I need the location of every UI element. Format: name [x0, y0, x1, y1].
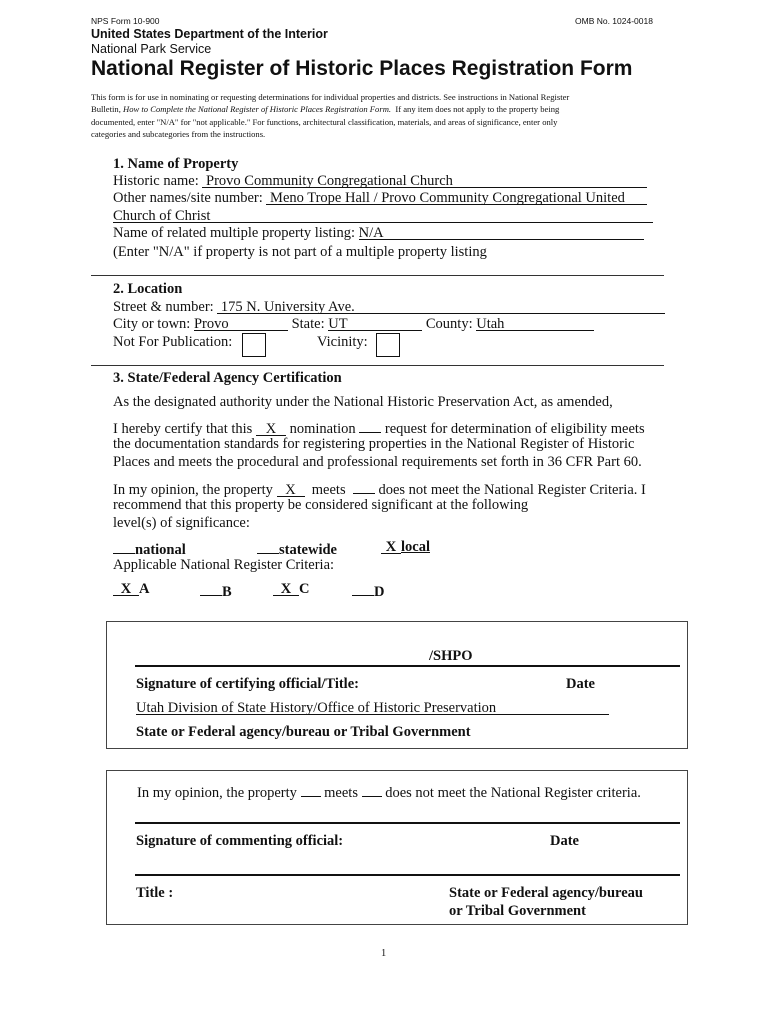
- section3-authority: As the designated authority under the National Historic Preservation Act, as amended,: [113, 394, 613, 410]
- street-row: Street & number: 175 N. University Ave.: [113, 299, 665, 316]
- agency-row: [136, 700, 609, 717]
- section2-heading: 2. Location: [113, 281, 183, 297]
- section1-note: (Enter "N/A" if property is not part of a multiple property listing: [113, 244, 487, 260]
- request-mark[interactable]: [359, 418, 381, 433]
- meets-mark[interactable]: X: [277, 482, 305, 497]
- commenting-signature-line[interactable]: [135, 822, 680, 824]
- other-names-row: Other names/site number: Meno Trope Hall / Provo Community Congregational United: [113, 190, 647, 207]
- opinion-line-3: level(s) of significance:: [113, 515, 250, 531]
- not-for-publication-label: Not For Publication:: [113, 334, 233, 350]
- signature-line[interactable]: [135, 665, 680, 667]
- opinion-line-2: recommend that this property be considered significant at the following: [113, 497, 529, 513]
- other-names-field[interactable]: Meno Trope Hall / Provo Community Congregational United: [266, 190, 647, 205]
- county-field[interactable]: Utah: [476, 316, 594, 331]
- divider: [91, 365, 664, 366]
- city-row: City or town: Provo State: UT County: Utah: [113, 316, 594, 333]
- commenting-does-not-meet-mark[interactable]: [362, 782, 382, 797]
- agency-label: State or Federal agency/bureau or Tribal Government: [136, 724, 471, 740]
- commenting-date-label: Date: [550, 833, 579, 849]
- criteria-label: Applicable National Register Criteria:: [113, 557, 335, 573]
- intro-paragraph: This form is for use in nominating or requesting determinations for individual properties and districts. See instructions in National Register Bulletin, How to Complete the National Register of Historic Places Registration Form. If any item does not apply to the property being documented, enter "N/A" for "not applicable." For functions, architectural classification, materials, and areas of significance, enter only categories and subcategories from the instructions.: [91, 92, 570, 140]
- does-not-meet-mark[interactable]: [353, 479, 375, 494]
- department: United States Department of the Interior: [91, 27, 328, 41]
- not-for-publication-checkbox[interactable]: [242, 333, 266, 357]
- certify-line-3: Places and meets the procedural and professional requirements set forth in 36 CFR Part 60.: [113, 454, 642, 470]
- level-national[interactable]: national: [113, 539, 186, 559]
- criterion-d[interactable]: D: [352, 581, 384, 601]
- page-number: 1: [381, 948, 387, 959]
- historic-name-field[interactable]: Provo Community Congregational Church: [202, 173, 647, 188]
- opinion-line: In my opinion, the property X meets does not meet the National Register Criteria. I: [113, 479, 646, 499]
- service: National Park Service: [91, 42, 212, 56]
- commenting-signature-label: Signature of commenting official:: [136, 833, 344, 849]
- related-listing-row: Name of related multiple property listing: N/A: [113, 225, 644, 242]
- vicinity-label: Vicinity:: [317, 334, 368, 350]
- city-field[interactable]: Provo: [194, 316, 288, 331]
- level-statewide[interactable]: statewide: [257, 539, 337, 559]
- page-title: National Register of Historic Places Registration Form: [91, 57, 633, 80]
- vicinity-checkbox[interactable]: [376, 333, 400, 357]
- historic-name-row: Historic name: Provo Community Congregational Church: [113, 173, 647, 190]
- commenting-title-line[interactable]: [135, 874, 680, 876]
- street-field[interactable]: 175 N. University Ave.: [217, 299, 665, 314]
- criterion-c[interactable]: X C: [273, 581, 309, 598]
- nomination-mark[interactable]: X: [256, 421, 286, 436]
- divider: [91, 275, 664, 276]
- other-names-field-2[interactable]: Church of Christ: [113, 208, 653, 223]
- certifying-signature-label: Signature of certifying official/Title:: [136, 676, 359, 692]
- commenting-meets-mark[interactable]: [301, 782, 321, 797]
- certify-line-2: the documentation standards for registering properties in the National Register of Historic: [113, 436, 635, 452]
- other-names-row-2: [113, 208, 653, 225]
- omb-number: OMB No. 1024-0018: [575, 16, 653, 26]
- section3-heading: 3. State/Federal Agency Certification: [113, 370, 342, 386]
- agency-field[interactable]: Utah Division of State History/Office of Historic Preservation: [136, 700, 609, 715]
- related-listing-field[interactable]: N/A: [359, 225, 644, 240]
- section1-heading: 1. Name of Property: [113, 156, 239, 172]
- commenting-agency-label-1: State or Federal agency/bureau: [449, 885, 643, 901]
- form-number: NPS Form 10-900: [91, 16, 160, 26]
- shpo-text: /SHPO: [429, 648, 473, 664]
- level-local[interactable]: X local: [381, 539, 430, 556]
- criterion-a[interactable]: X A: [113, 581, 149, 598]
- commenting-opinion-line: In my opinion, the property meets does not meet the National Register criteria.: [137, 782, 641, 802]
- criterion-b[interactable]: B: [200, 581, 232, 601]
- certifying-date-label: Date: [566, 676, 595, 692]
- commenting-title-label: Title :: [136, 885, 174, 901]
- certify-line: I hereby certify that this X nomination request for determination of eligibility meets: [113, 418, 645, 438]
- state-field[interactable]: UT: [328, 316, 422, 331]
- commenting-agency-label-2: or Tribal Government: [449, 903, 586, 919]
